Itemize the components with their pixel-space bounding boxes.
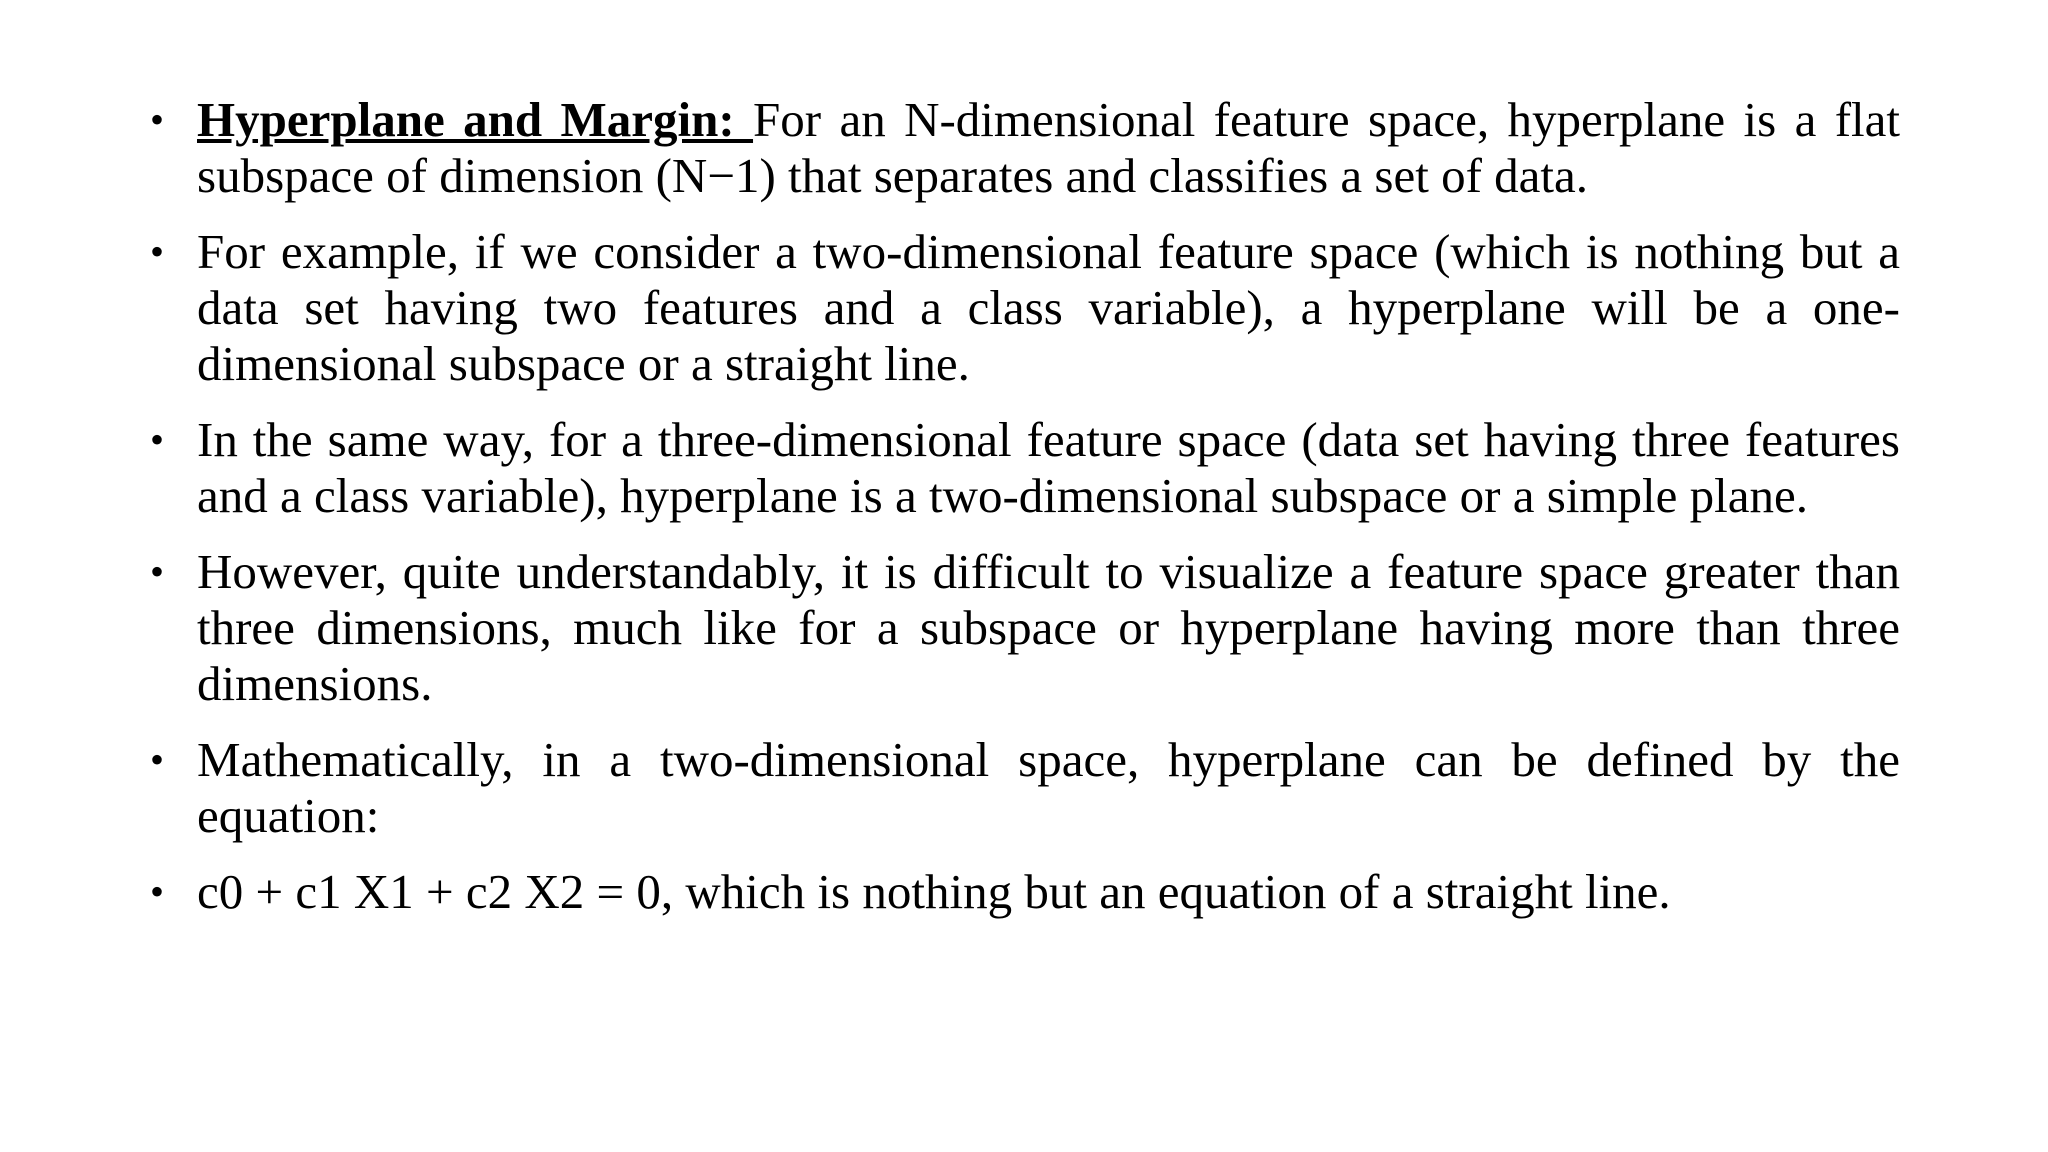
bullet-item-line-equation <box>150 864 1900 920</box>
bullet-text: For an N-dimensional feature space, hyperplane is a flat subspace of dimension (N−1) that separates and classifies a set of data. <box>197 92 1900 203</box>
bullet-text: Mathematically, in a two-dimensional space, hyperplane can be defined by the equation: <box>197 732 1900 843</box>
bullet-text: c0 + c1 X1 + c2 X2 = 0, which is nothing but an equation of a straight line. <box>197 864 1671 919</box>
bullet-icon: • <box>150 549 165 594</box>
bullet-item-visualization-difficulty <box>150 544 1900 712</box>
bullet-icon: • <box>150 417 165 462</box>
bullet-list <box>150 92 1900 940</box>
bullet-icon: • <box>150 869 165 914</box>
bullet-icon: • <box>150 737 165 782</box>
bullet-text: However, quite understandably, it is difficult to visualize a feature space greater than three dimensions, much like for a subspace or hyperplane having more than three dimensions. <box>197 544 1900 711</box>
bullet-item-hyperplane-definition <box>150 92 1900 204</box>
bullet-icon: • <box>150 97 165 142</box>
bullet-item-two-dimensional-example <box>150 224 1900 392</box>
bullet-item-three-dimensional-example <box>150 412 1900 524</box>
bullet-item-mathematical-definition <box>150 732 1900 844</box>
bullet-heading: Hyperplane and Margin: <box>197 92 754 147</box>
bullet-icon: • <box>150 229 165 274</box>
bullet-text: For example, if we consider a two-dimensional feature space (which is nothing but a data set having two features and a class variable), a hyperplane will be a one-dimensional subspace or a straight line. <box>197 224 1900 391</box>
bullet-text: In the same way, for a three-dimensional feature space (data set having three features and a class variable), hyperplane is a two-dimensional subspace or a simple plane. <box>197 412 1900 523</box>
